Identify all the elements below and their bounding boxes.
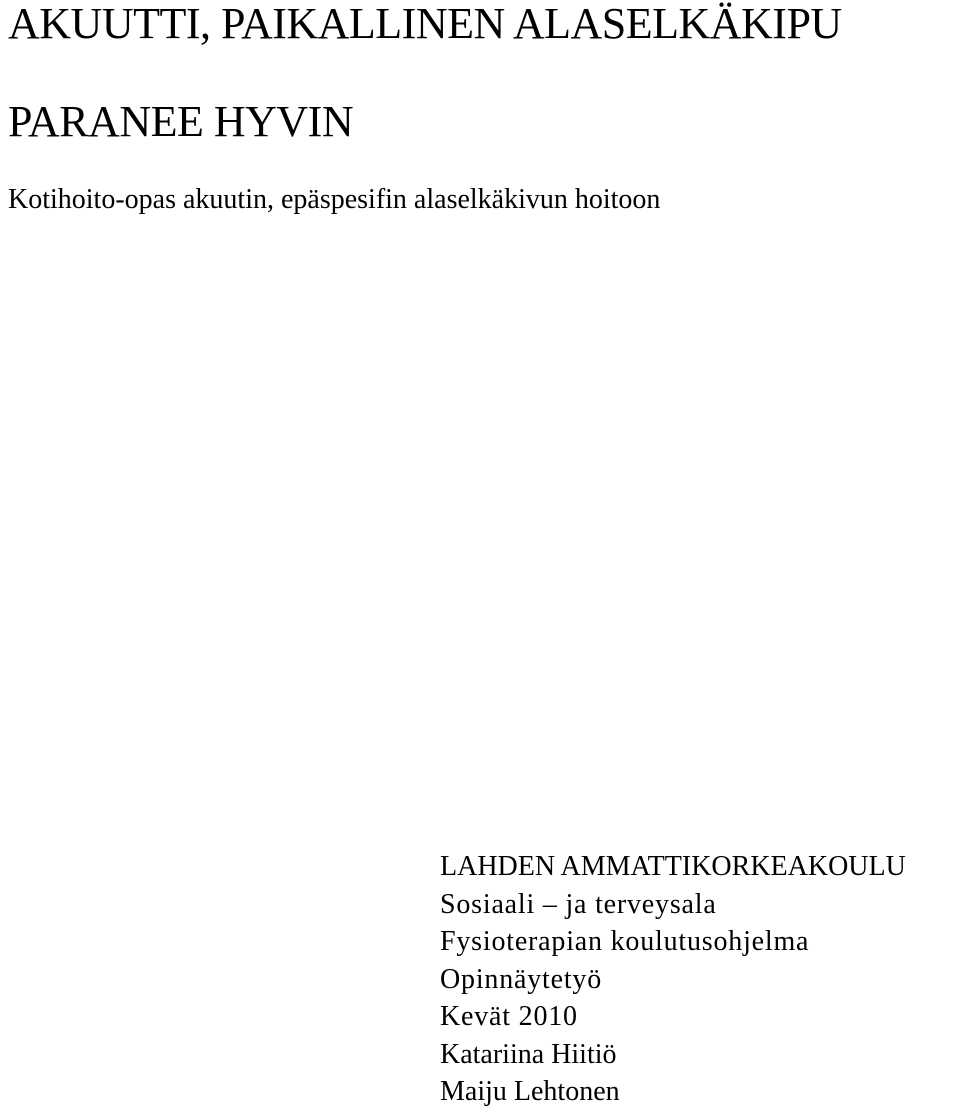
department-name: Sosiaali – ja terveysala [440,888,717,920]
document-subtitle: Kotihoito-opas akuutin, epäspesifin alaselkäkivun hoitoon [8,184,661,215]
document-title-line-2: PARANEE HYVIN [8,97,354,146]
work-type: Opinnäytetyö [440,963,603,995]
author-name: Katariina Hiitiö [440,1038,617,1070]
programme-name: Fysioterapian koulutusohjelma [440,926,810,957]
thesis-info-block [440,848,906,1111]
term: Kevät 2010 [440,1001,578,1032]
institution-name: LAHDEN AMMATTIKORKEAKOULU [440,851,906,882]
author-name: Maiju Lehtonen [440,1076,620,1107]
document-title-line-1: AKUUTTI, PAIKALLINEN ALASELKÄKIPU [8,0,842,48]
